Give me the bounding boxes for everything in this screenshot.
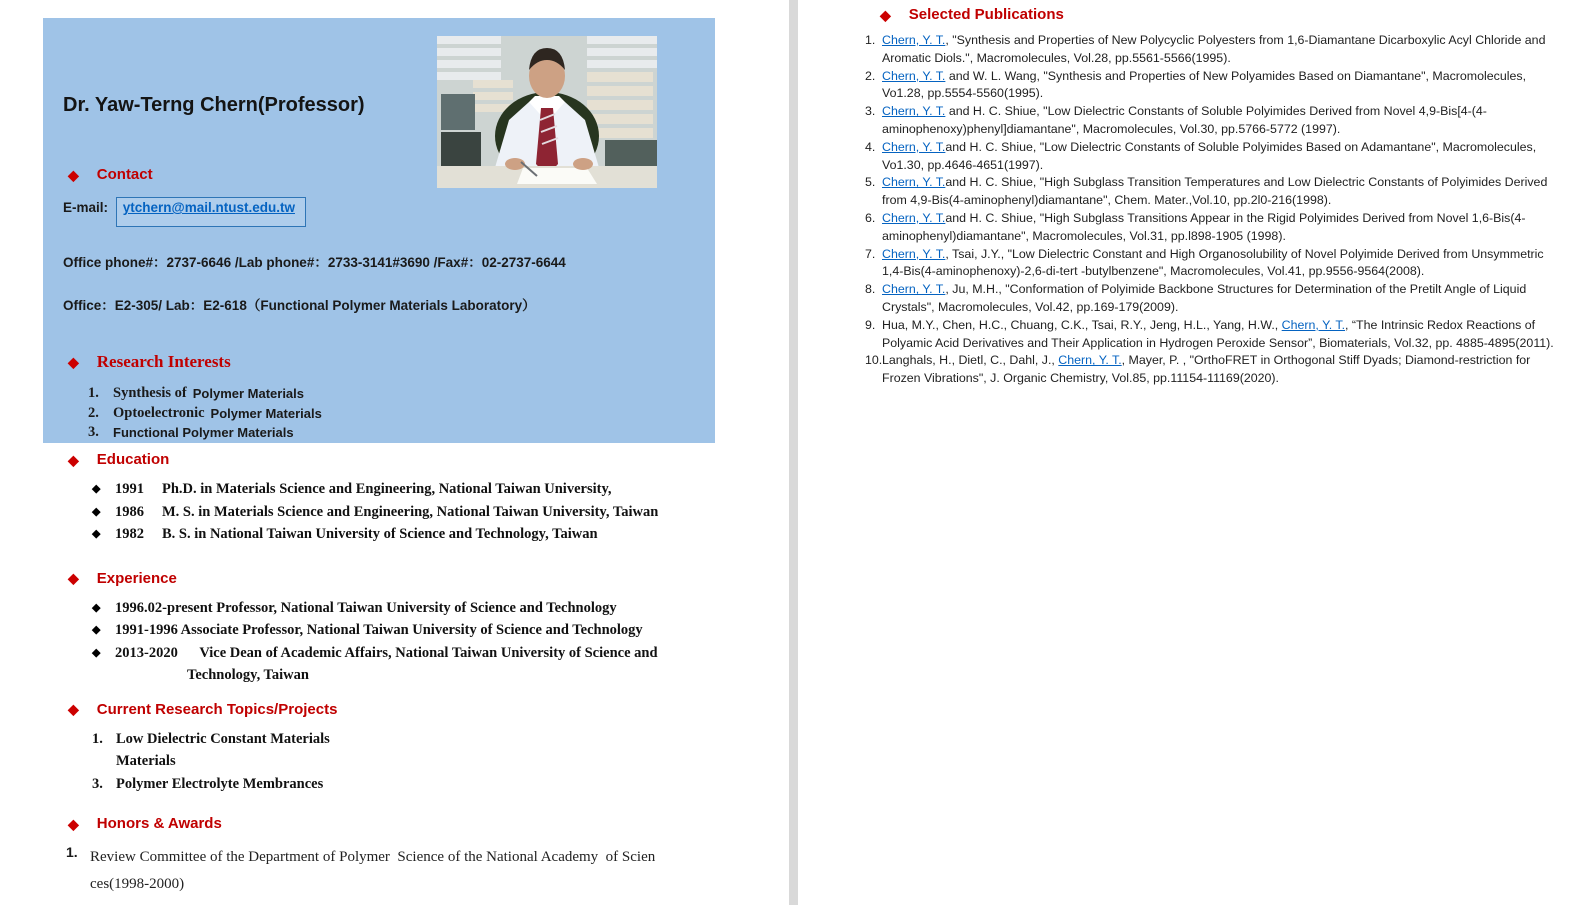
- publication-item: [855, 32, 1555, 68]
- education-item: [92, 478, 755, 501]
- publication-rest: and W. L. Wang, "Synthesis and Properties of New Polyamides Based on Diamantane", Macromolecules, Vo1.28, pp.5554-5560(1995).: [882, 68, 1527, 101]
- author-link[interactable]: Chern, Y. T.: [882, 33, 946, 47]
- research-interests-list: [63, 384, 715, 443]
- publication-text: [882, 68, 1555, 104]
- publication-item: [855, 281, 1555, 317]
- publications-heading: ◆ Selected Publications: [880, 6, 1064, 23]
- education-year: 1982: [115, 526, 144, 542]
- author-link[interactable]: Chern, Y. T.: [882, 246, 946, 261]
- research-interest-item: 2. Optoelectronic Polymer Materials: [88, 404, 322, 421]
- author-link[interactable]: Chern, Y. T.: [882, 282, 946, 297]
- experience-list: [43, 597, 755, 687]
- education-list: [43, 478, 755, 546]
- current-research-list: [43, 728, 755, 796]
- contact-heading: ◆ Contact: [68, 166, 153, 183]
- publication-text: [882, 32, 1555, 68]
- honor-item: 1. Review Committee of the Department of Polymer Science of the National Academy of Scien ces(1998-2000): [66, 844, 656, 892]
- publication-rest: and H. C. Shiue, "Low Dielectric Constants of Soluble Polyimides Based on Adamantane", Macromolecules, Vo1.30, pp.4646-4651(1997).: [882, 139, 1537, 172]
- phone-line: Office phone#：2737-6646 /Lab phone#：2733-3141#3690 /Fax#：02-2737-6644: [63, 255, 566, 270]
- author-link[interactable]: Chern, Y. T.: [1281, 317, 1346, 332]
- education-heading: ◆ Education: [68, 451, 170, 468]
- publication-rest: , Mayer, P. , "OrthoFRET in Orthogonal Stiff Dyads; Diamond-restriction for Frozen Vibrations", J. Organic Chemistry, Vol.85, pp.11154-11169(2020).: [882, 353, 1531, 386]
- professor-photo: [437, 36, 657, 188]
- publication-item: [855, 317, 1555, 353]
- publication-number: 1.: [865, 33, 876, 47]
- research-interests-heading: ◆ Research Interests: [68, 352, 231, 371]
- author-link[interactable]: Chern, Y. T.: [882, 175, 946, 190]
- left-sections: [43, 451, 755, 898]
- publication-item: [855, 68, 1555, 104]
- diamond-icon: ◆: [68, 451, 79, 468]
- diamond-icon: ◆: [68, 166, 79, 183]
- author-link[interactable]: Chern, Y. T.: [882, 139, 946, 154]
- education-text: Ph.D. in Materials Science and Engineering, National Taiwan University,: [162, 481, 612, 497]
- publication-number: 5.: [865, 175, 876, 190]
- publication-text: [882, 317, 1555, 353]
- education-text: B. S. in National Taiwan University of Science and Technology, Taiwan: [162, 526, 598, 542]
- experience-item: ◆ 1991-1996 Associate Professor, National Taiwan University of Science and Technology: [92, 619, 755, 642]
- author-link[interactable]: Chern, Y. T.: [882, 210, 946, 225]
- email-link[interactable]: ytchern@mail.ntust.edu.tw: [122, 200, 295, 215]
- diamond-bullet-icon: ◆: [92, 646, 101, 659]
- diamond-icon: ◆: [68, 701, 79, 717]
- publication-number: 10.: [865, 353, 883, 368]
- publication-rest: , Ju, M.H., "Conformation of Polyimide Backbone Structures for Determination of the Pretilt Angle of Liquid Crystals", Macromolecules, Vol.42, pp.169-179(2009).: [882, 282, 1527, 314]
- experience-item: ◆ 1996.02-present Professor, National Taiwan University of Science and Technology: [92, 597, 755, 620]
- education-year: 1986: [115, 503, 144, 520]
- publication-number: 3.: [865, 104, 876, 119]
- publication-item: [855, 352, 1555, 388]
- publication-item: [855, 103, 1555, 139]
- publication-rest: , Tsai, J.Y., "Low Dielectric Constant and High Organosolubility of Novel Polyimide Derived from Unsymmetric 1,4-Bis(4-aminophenoxy)-2,6-di-tert -butylbenzene", Macromolecules, Vol.41, pp.9556-9564(2008).: [882, 246, 1544, 279]
- publication-text: [882, 281, 1555, 317]
- publication-number: 8.: [865, 282, 876, 297]
- publication-text: [882, 246, 1555, 282]
- diamond-bullet-icon: ◆: [92, 601, 101, 614]
- experience-section: [43, 570, 755, 687]
- publication-item: [855, 139, 1555, 175]
- research-topic-item: 1. Low Dielectric Constant Materials Materials: [92, 730, 330, 769]
- publication-authors-pre: Hua, M.Y., Chen, H.C., Chuang, C.K., Tsai, R.Y., Jeng, H.L., Yang, H.W.,: [882, 317, 1282, 332]
- profile-column: [43, 18, 755, 898]
- education-item: [92, 523, 755, 546]
- experience-item: ◆ 2013-2020 Vice Dean of Academic Affairs, National Taiwan University of Science and Technology, Taiwan: [92, 642, 755, 687]
- author-link[interactable]: Chern, Y. T.: [882, 68, 946, 83]
- publication-text: [882, 210, 1555, 246]
- diamond-icon: ◆: [880, 6, 891, 23]
- publication-text: [882, 139, 1555, 175]
- publication-item: [855, 174, 1555, 210]
- diamond-bullet-icon: ◆: [92, 528, 101, 540]
- diamond-icon: ◆: [68, 354, 79, 370]
- diamond-bullet-icon: ◆: [92, 505, 101, 518]
- publication-number: 2.: [865, 68, 876, 83]
- publication-number: 4.: [865, 139, 876, 154]
- publication-rest: and H. C. Shiue, "High Subglass Transition Temperatures and Low Dielectric Constants of Polyimides Derived from 4,9-Bis(4-aminophenyl)diamantane", Chem. Mater.,Vol.10, pp.2l0-216(1998).: [882, 175, 1548, 208]
- current-research-section: [43, 701, 755, 796]
- honors-heading: ◆ Honors & Awards: [68, 815, 222, 832]
- publication-item: [855, 246, 1555, 282]
- professor-name: Dr. Yaw-Terng Chern(Professor): [63, 94, 365, 116]
- publication-rest: and H. C. Shiue, "Low Dielectric Constants of Soluble Polyimides Derived from Novel 4,9-Bis[4-(4-aminophenoxy)phenyl]diamantane", Macromolecules, Vol.30, pp.5766-5772 (1997).: [882, 104, 1487, 136]
- education-section: [43, 451, 755, 546]
- experience-heading: ◆ Experience: [68, 569, 177, 587]
- publication-item: [855, 210, 1555, 246]
- author-link[interactable]: Chern, Y. T.: [882, 104, 946, 119]
- current-research-heading: ◆ Current Research Topics/Projects: [68, 700, 338, 718]
- profile-panel: [43, 18, 715, 443]
- page-gap-divider: [789, 0, 798, 905]
- publications-column: [855, 6, 1555, 388]
- publication-authors-pre: Langhals, H., Dietl, C., Dahl, J.,: [882, 353, 1059, 368]
- education-text: M. S. in Materials Science and Engineering, National Taiwan University, Taiwan: [162, 503, 659, 520]
- education-item: [92, 501, 755, 524]
- author-link[interactable]: Chern, Y. T.: [1058, 353, 1122, 368]
- research-interest-item: 3. Functional Polymer Materials: [88, 424, 294, 440]
- email-label: E-mail:: [63, 200, 109, 215]
- publication-text: [882, 174, 1555, 210]
- publication-number: 9.: [865, 317, 876, 332]
- diamond-bullet-icon: ◆: [92, 624, 101, 636]
- diamond-icon: ◆: [68, 815, 79, 832]
- honors-section: [43, 815, 755, 898]
- education-year: 1991: [115, 481, 144, 497]
- publications-list: [855, 32, 1555, 388]
- office-line: Office：E2-305/ Lab：E2-618（Functional Polymer Materials Laboratory）: [63, 298, 536, 313]
- publication-text: [882, 103, 1555, 139]
- publication-rest: and H. C. Shiue, "High Subglass Transitions Appear in the Rigid Polyimides Derived from Novel 1,6-Bis(4-aminophenyl)diamantane", Macromolecules, Vol.31, pp.l898-1905 (1998).: [882, 210, 1526, 243]
- publication-rest: , "Synthesis and Properties of New Polycyclic Polyesters from 1,6-Diamantane Dicarboxylic Acyl Chloride and Aromatic Diols.", Macromolecules, Vol.28, pp.5561-5566(1995).: [882, 33, 1546, 65]
- publication-rest: , “The Intrinsic Redox Reactions of Polyamic Acid Derivatives and Their Application in Hydrogen Peroxide Sensor”, Biomaterials, Vol.32, pp. 4885-4895(2011).: [882, 317, 1554, 350]
- diamond-bullet-icon: ◆: [92, 483, 101, 495]
- email-box: [116, 197, 306, 227]
- publication-number: 7.: [865, 246, 876, 261]
- research-topic-item: 3. Polymer Electrolyte Membrances: [92, 775, 324, 792]
- publication-text: [882, 352, 1555, 388]
- research-interest-item: 1. Synthesis of Polymer Materials: [88, 385, 305, 401]
- email-row: [63, 197, 715, 227]
- diamond-icon: ◆: [68, 570, 79, 586]
- publication-number: 6.: [865, 210, 876, 225]
